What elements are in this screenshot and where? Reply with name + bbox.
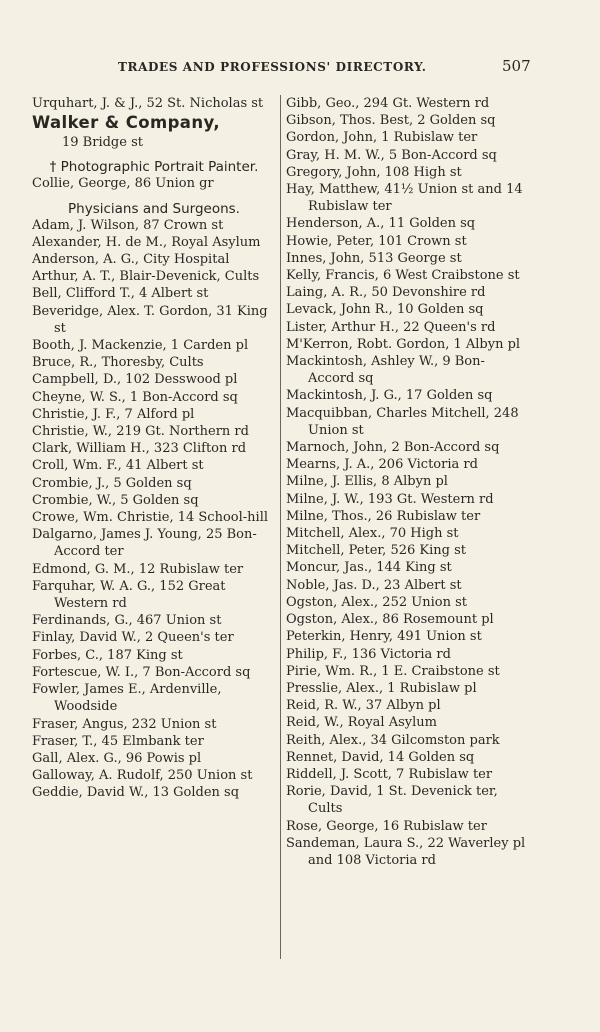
- directory-entry: Innes, John, 513 George st: [286, 250, 462, 266]
- running-title: TRADES AND PROFESSIONS' DIRECTORY.: [118, 60, 427, 74]
- directory-entry: Ferdinands, G., 467 Union st: [32, 613, 222, 629]
- directory-entry: Campbell, D., 102 Desswood pl: [32, 372, 238, 388]
- directory-entry: Crowe, Wm. Christie, 14 School-hill: [32, 510, 269, 526]
- directory-entry: Levack, John R., 10 Golden sq: [286, 302, 484, 318]
- physicians-list-right: [286, 95, 530, 869]
- category-heading-photographic: † Photographic Portrait Painter.: [49, 159, 259, 176]
- directory-entry: Riddell, J. Scott, 7 Rubislaw ter: [286, 766, 493, 782]
- directory-entry: Christie, J. F., 7 Alford pl: [32, 406, 195, 422]
- directory-entry: Peterkin, Henry, 491 Union st: [286, 629, 482, 645]
- directory-entry: Galloway, A. Rudolf, 250 Union st: [32, 768, 253, 784]
- directory-entry: Mearns, J. A., 206 Victoria rd: [286, 457, 478, 473]
- directory-entry: Crombie, J., 5 Golden sq: [32, 475, 192, 491]
- directory-entry: Reith, Alex., 34 Gilcomston park: [286, 732, 500, 748]
- directory-entry: Milne, J. Ellis, 8 Albyn pl: [286, 474, 448, 490]
- directory-entry: Cheyne, W. S., 1 Bon-Accord sq: [32, 389, 238, 405]
- left-column: [32, 95, 276, 802]
- directory-entry: Beveridge, Alex. T. Gordon, 31 King st: [32, 303, 268, 336]
- directory-entry: Kelly, Francis, 6 West Craibstone st: [286, 268, 520, 284]
- physicians-list-left: [32, 217, 276, 802]
- page-number: 507: [502, 57, 531, 75]
- featured-company-name: Walker & Company,: [32, 113, 221, 133]
- directory-entry: Croll, Wm. F., 41 Albert st: [32, 458, 204, 474]
- directory-entry: Gibb, Geo., 294 Gt. Western rd: [286, 96, 490, 111]
- directory-entry: Clark, William H., 323 Clifton rd: [32, 441, 247, 457]
- directory-entry: Philip, F., 136 Victoria rd: [286, 646, 451, 662]
- directory-entry: Gray, H. M. W., 5 Bon-Accord sq: [286, 147, 497, 163]
- directory-entry: Arthur, A. T., Blair-Devenick, Cults: [32, 269, 260, 285]
- directory-entry: Moncur, Jas., 144 King st: [286, 560, 452, 576]
- directory-entry: Geddie, David W., 13 Golden sq: [32, 785, 240, 801]
- directory-entry: Fowler, James E., Ardenville, Woodside: [32, 682, 222, 715]
- category-heading-physicians: Physicians and Surgeons.: [68, 200, 240, 217]
- directory-entry: Rennet, David, 14 Golden sq: [286, 749, 475, 765]
- directory-entry: Gall, Alex. G., 96 Powis pl: [32, 750, 202, 766]
- directory-entry: Macquibban, Charles Mitchell, 248 Union st: [286, 405, 519, 438]
- directory-entry: Dalgarno, James J. Young, 25 Bon-Accord ter: [32, 527, 257, 560]
- directory-entry: Gregory, John, 108 High st: [286, 164, 462, 180]
- directory-entry: Finlay, David W., 2 Queen's ter: [32, 630, 234, 646]
- directory-entry: Fortescue, W. I., 7 Bon-Accord sq: [32, 664, 251, 680]
- directory-entry: Mackintosh, Ashley W., 9 Bon-Accord sq: [286, 354, 485, 387]
- right-column: [286, 95, 530, 869]
- directory-entry: Milne, J. W., 193 Gt. Western rd: [286, 491, 494, 507]
- photo-list: [32, 175, 276, 192]
- directory-entry: Collie, George, 86 Union gr: [32, 176, 214, 192]
- page-header: [0, 54, 600, 84]
- directory-entry: Henderson, A., 11 Golden sq: [286, 216, 476, 232]
- directory-entry: Mackintosh, J. G., 17 Golden sq: [286, 388, 493, 404]
- directory-entry: Reid, R. W., 37 Albyn pl: [286, 698, 441, 714]
- featured-company-address: 19 Bridge st: [62, 135, 143, 151]
- directory-entry: Milne, Thos., 26 Rubislaw ter: [286, 508, 481, 524]
- directory-entry: Edmond, G. M., 12 Rubislaw ter: [32, 561, 244, 577]
- directory-entry: Gordon, John, 1 Rubislaw ter: [286, 130, 478, 146]
- directory-entry: Hay, Matthew, 41½ Union st and 14 Rubislaw ter: [286, 182, 523, 215]
- directory-entry: Pirie, Wm. R., 1 E. Craibstone st: [286, 663, 500, 679]
- directory-entry: Ogston, Alex., 86 Rosemount pl: [286, 612, 494, 628]
- directory-entry: Anderson, A. G., City Hospital: [32, 252, 230, 268]
- directory-entry: Fraser, T., 45 Elmbank ter: [32, 733, 204, 749]
- directory-entry: Laing, A. R., 50 Devonshire rd: [286, 285, 486, 301]
- directory-entry: Booth, J. Mackenzie, 1 Carden pl: [32, 338, 249, 354]
- directory-entry: Presslie, Alex., 1 Rubislaw pl: [286, 680, 477, 696]
- directory-entry: M'Kerron, Robt. Gordon, 1 Albyn pl: [286, 336, 521, 352]
- directory-entry: Christie, W., 219 Gt. Northern rd: [32, 424, 249, 440]
- directory-entry: Marnoch, John, 2 Bon-Accord sq: [286, 440, 500, 456]
- directory-entry: Mitchell, Alex., 70 High st: [286, 526, 459, 542]
- directory-entry: Farquhar, W. A. G., 152 Great Western rd: [32, 578, 226, 612]
- directory-entry: Reid, W., Royal Asylum: [286, 715, 437, 731]
- directory-entry: Rorie, David, 1 St. Devenick ter, Cults: [286, 784, 498, 817]
- directory-entry: Mitchell, Peter, 526 King st: [286, 543, 466, 559]
- directory-entry: Sandeman, Laura S., 22 Waverley pl and 108 Victoria rd: [286, 835, 526, 868]
- directory-entry: Urquhart, J. & J., 52 St. Nicholas st: [32, 96, 264, 111]
- directory-entry: Forbes, C., 187 King st: [32, 647, 183, 663]
- directory-entry: Bruce, R., Thoresby, Cults: [32, 355, 204, 371]
- column-divider: [280, 95, 281, 959]
- directory-entry: Bell, Clifford T., 4 Albert st: [32, 286, 209, 302]
- directory-entry: Rose, George, 16 Rubislaw ter: [286, 818, 487, 834]
- directory-entry: Lister, Arthur H., 22 Queen's rd: [286, 319, 496, 335]
- directory-entry: Crombie, W., 5 Golden sq: [32, 492, 199, 508]
- directory-entry: Noble, Jas. D., 23 Albert st: [286, 577, 462, 593]
- directory-entry: Fraser, Angus, 232 Union st: [32, 716, 217, 732]
- directory-entry: Ogston, Alex., 252 Union st: [286, 594, 467, 610]
- directory-entry: Alexander, H. de M., Royal Asylum: [32, 234, 261, 250]
- directory-entry: Adam, J. Wilson, 87 Crown st: [32, 217, 224, 233]
- directory-entry: Howie, Peter, 101 Crown st: [286, 233, 467, 249]
- directory-entry: Gibson, Thos. Best, 2 Golden sq: [286, 113, 496, 129]
